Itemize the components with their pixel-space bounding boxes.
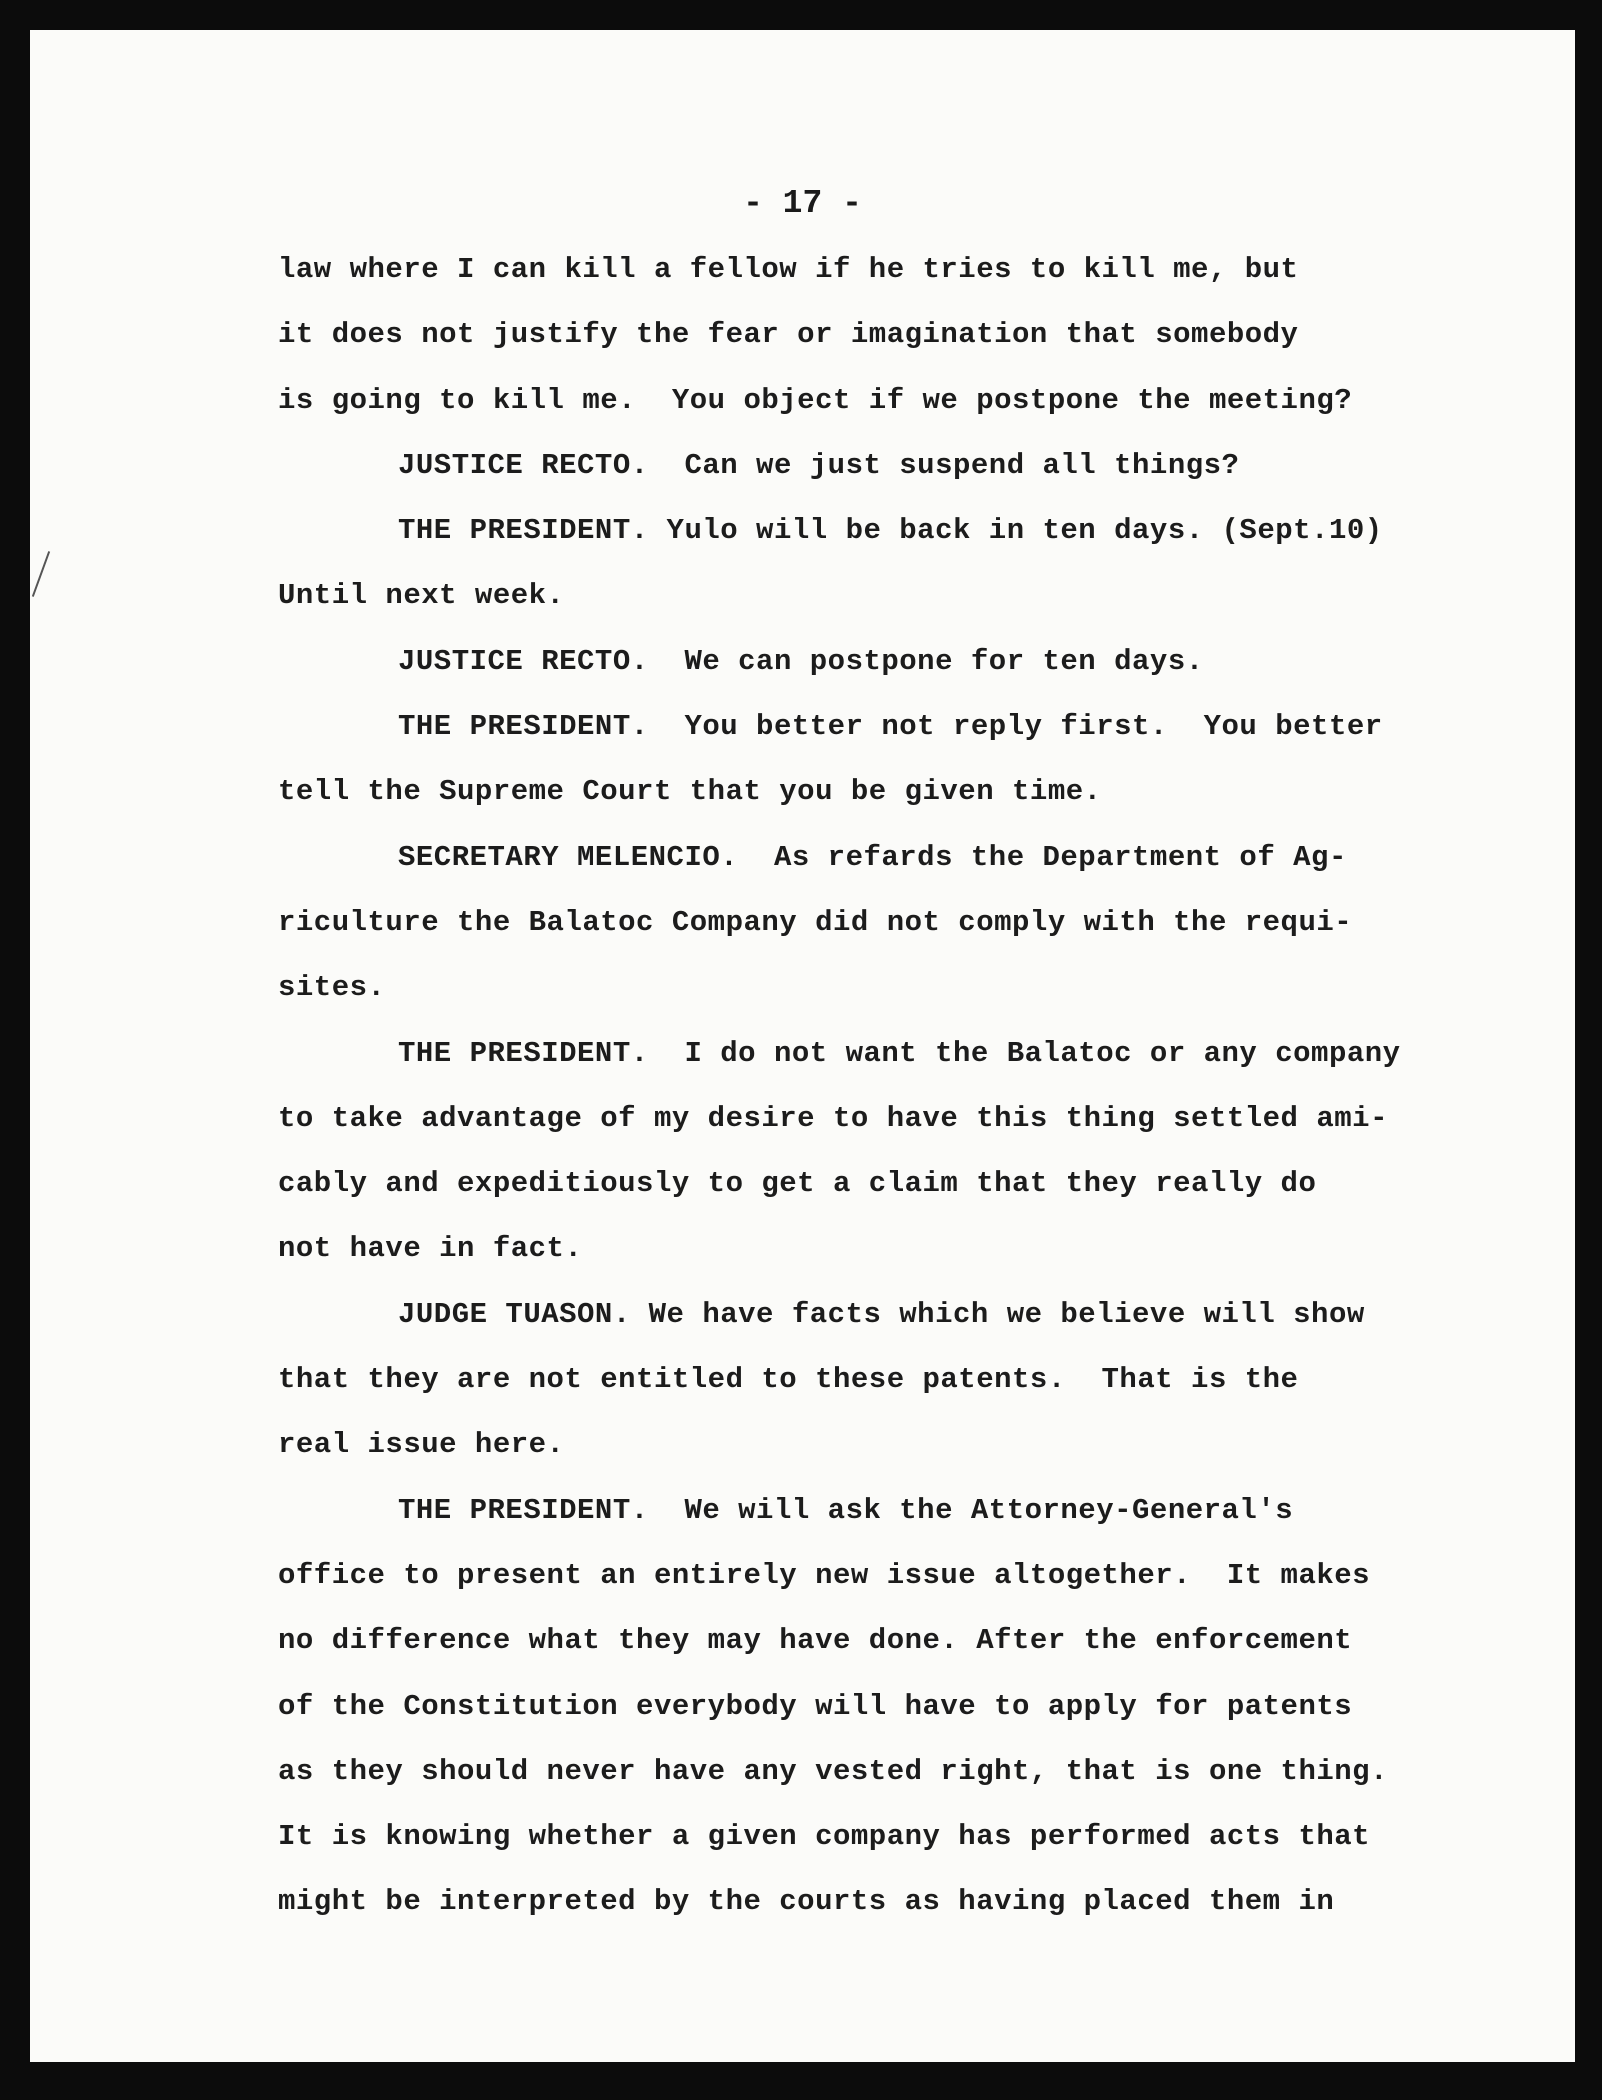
text-line: as they should never have any vested right, that is one thing. — [278, 1754, 1388, 1788]
text-line: Until next week. — [278, 579, 565, 613]
text-line: not have in fact. — [278, 1232, 583, 1266]
transcript-body — [278, 237, 1518, 1935]
speaker-line-justice-recto: JUSTICE RECTO. We can postpone for ten days. — [398, 644, 1204, 678]
margin-pencil-mark — [32, 551, 50, 597]
page-number: - 17 - — [743, 185, 862, 222]
speaker-line-justice-recto: JUSTICE RECTO. Can we just suspend all things? — [398, 448, 1240, 482]
text-line: It is knowing whether a given company has performed acts that — [278, 1820, 1371, 1854]
text-line: sites. — [278, 971, 386, 1005]
document-page — [30, 30, 1575, 2062]
text-line: of the Constitution everybody will have to apply for patents — [278, 1689, 1353, 1723]
text-line: it does not justify the fear or imagination that somebody — [278, 318, 1299, 352]
text-line: that they are not entitled to these patents. That is the — [278, 1363, 1299, 1397]
text-line: might be interpreted by the courts as having placed them in — [278, 1885, 1335, 1919]
text-line: cably and expeditiously to get a claim that they really do — [278, 1167, 1317, 1201]
speaker-line-the-president: THE PRESIDENT. Yulo will be back in ten days. (Sept.10) — [398, 514, 1383, 548]
text-line: tell the Supreme Court that you be given time. — [278, 775, 1102, 809]
text-line: real issue here. — [278, 1428, 565, 1462]
text-line: riculture the Balatoc Company did not comply with the requi- — [278, 905, 1353, 939]
speaker-line-the-president: THE PRESIDENT. You better not reply first. You better — [398, 710, 1383, 744]
speaker-line-secretary-melencio: SECRETARY MELENCIO. As refards the Department of Ag- — [398, 840, 1347, 874]
text-line: office to present an entirely new issue altogether. It makes — [278, 1558, 1371, 1592]
text-line: no difference what they may have done. After the enforcement — [278, 1624, 1353, 1658]
speaker-line-judge-tuason: JUDGE TUASON. We have facts which we believe will show — [398, 1297, 1365, 1331]
speaker-line-the-president: THE PRESIDENT. We will ask the Attorney-General's — [398, 1493, 1294, 1527]
text-line: is going to kill me. You object if we postpone the meeting? — [278, 383, 1353, 417]
text-line: to take advantage of my desire to have this thing settled ami- — [278, 1101, 1388, 1135]
text-line: law where I can kill a fellow if he tries to kill me, but — [278, 253, 1299, 286]
speaker-line-the-president: THE PRESIDENT. I do not want the Balatoc or any company — [398, 1036, 1401, 1070]
